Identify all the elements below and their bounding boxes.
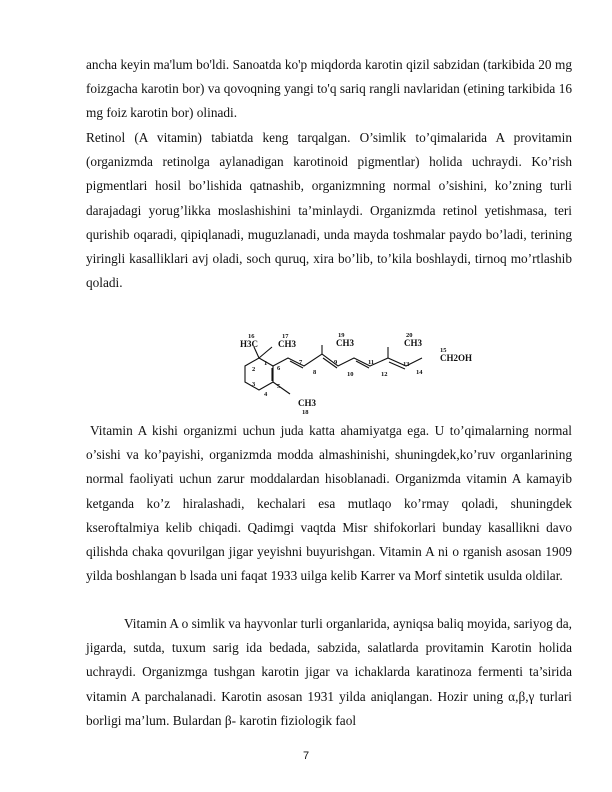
structure-group-ch3-17: CH3 bbox=[278, 339, 296, 349]
atom-number-1: 1 bbox=[264, 360, 268, 367]
structure-group-ch3-18: CH3 bbox=[298, 398, 316, 408]
paragraph-retinol: Retinol (A vitamin) tabiatda keng tarqalgan. O’simlik to’qimalarida A provitamin (organizmda retinolga aylanadigan karotinoid pigmentlar) holida uchraydi. Ko’rish pigmentlari hosil bo’lishida qatnashib, organizmning normal o’sishini, ko’zning turli darajadagi yorug’likka moslashishini ta’minlaydi. Organizmda retinol yetishmasa, teri qurishib oqaradi, qipiqlanadi, muguzlanadi, unda mayda toshmalar paydo bo’ladi, terining yiringli kasalliklari avj oladi, soch quruq, xira bo’lib, to’kila boshlaydi, tirnoq mo’rtlashib qoladi. bbox=[86, 130, 572, 291]
paragraph-karotin-sources: ancha keyin ma'lum bo'ldi. Sanoatda ko'p miqdorda karotin qizil sabzidan (tarkibida 20 mg foizgacha karotin bor) va qovoqning yangi to'q sariq rangli navlaridan (etining tarkibida 16 mg foiz karotin bor) olinadi. bbox=[86, 57, 572, 121]
atom-number-20: 20 bbox=[406, 332, 413, 339]
atom-number-10: 10 bbox=[347, 371, 354, 378]
atom-number-7: 7 bbox=[299, 359, 303, 366]
structure-group-h3c: H3C bbox=[240, 339, 258, 349]
structure-group-ch2oh: CH2OH bbox=[440, 353, 473, 363]
page-number: 7 bbox=[302, 750, 310, 762]
atom-number-18: 18 bbox=[302, 409, 309, 416]
atom-number-14: 14 bbox=[416, 369, 423, 376]
atom-number-9: 9 bbox=[334, 359, 338, 366]
atom-number-16: 16 bbox=[248, 333, 255, 340]
structure-group-ch3-20: CH3 bbox=[404, 338, 422, 348]
atom-number-4: 4 bbox=[264, 391, 268, 398]
atom-number-17: 17 bbox=[282, 333, 289, 340]
atom-number-2: 2 bbox=[252, 366, 256, 373]
atom-number-15: 15 bbox=[440, 347, 447, 354]
retinol-structure-diagram bbox=[176, 318, 516, 418]
atom-number-6: 6 bbox=[277, 365, 281, 372]
atom-number-5: 5 bbox=[277, 383, 281, 390]
atom-number-12: 12 bbox=[381, 371, 388, 378]
atom-number-8: 8 bbox=[313, 369, 317, 376]
structure-group-ch3-19: CH3 bbox=[336, 338, 354, 348]
retinol-structure-figure bbox=[176, 318, 516, 418]
atom-number-19: 19 bbox=[338, 332, 345, 339]
atom-number-13: 13 bbox=[403, 361, 410, 368]
paragraph-vitamin-a-importance: Vitamin A kishi organizmi uchun juda katta ahamiyatga ega. U to’qimalarning normal o’sishi va ko’payishi, organizmda modda almashinishi, shuningdek,ko’ruv organlarining normal faoliyati uchun zarur moddalardan hisoblanadi. Organizmda vitamin A kamayib ketganda ko’z hiralashadi, kechalari esa mutlaqo ko’rmay qoladi, shuningdek kseroftalmiya kelib chiqadi. Qadimgi vaqtda Misr shifokorlari bunday kasallikni davo qilishda chaka qovurilgan jigar yeyishni buyurishgan. Vitamin A ni o rganish asosan 1909 yilda boshlangan b lsada uni faqat 1933 uilga kelib Karrer va Morf sintetik usulda oldilar. bbox=[86, 423, 572, 584]
atom-number-3: 3 bbox=[252, 381, 256, 388]
atom-number-11: 11 bbox=[368, 359, 375, 366]
paragraph-vitamin-a-sources: Vitamin A o simlik va hayvonlar turli organlarida, ayniqsa baliq moyida, sariyog da, jigarda, sutda, tuxum sarig ida bedada, sabzida, salatlarda provitamin Karotin holida uchraydi. Organizmga tushgan karotin jigar va ichaklarda karatinoza fermenti ta’sirida vitamin A parchalanadi. Karotin asosan 1931 yilda aniqlangan. Hozir uning α,β,γ turlari borligi ma’lum. Bulardan β- karotin fiziologik faol bbox=[86, 616, 572, 728]
